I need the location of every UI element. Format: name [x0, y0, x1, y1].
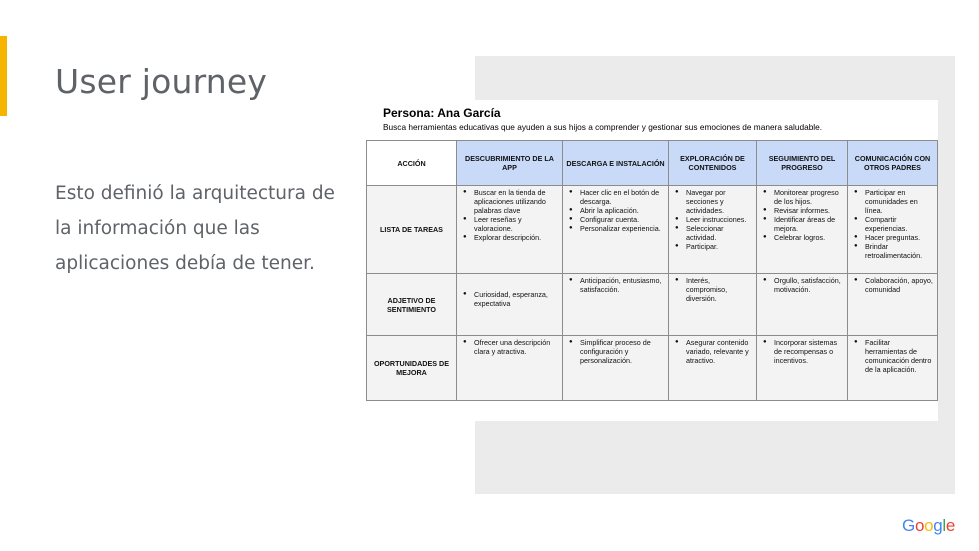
list-item: ● Hacer clic en el botón de descarga. [580, 188, 665, 206]
row-label: OPORTUNIDADES DE MEJORA [367, 336, 457, 401]
persona-description: Busca herramientas educativas que ayuden a sus hijos a comprender y gestionar sus emociones de manera saludable. [383, 122, 823, 132]
list-item: ● Participar. [686, 242, 753, 251]
slide-body-text: Esto definió la arquitectura de la información que las aplicaciones debía de tener. [55, 183, 335, 274]
table-cell [669, 336, 757, 401]
list-item: ● Identificar áreas de mejora. [774, 215, 844, 233]
list-item: ● Abrir la aplicación. [580, 206, 665, 215]
user-journey-table [366, 140, 938, 401]
table-cell [563, 186, 669, 274]
logo-letter: o [914, 516, 925, 535]
table-cell [757, 186, 848, 274]
list-item: ● Revisar informes. [774, 206, 844, 215]
logo-letter: o [924, 516, 934, 535]
list-item: ● Participar en comunidades en línea. [865, 188, 934, 215]
list-item: ● Buscar en la tienda de aplicaciones utilizando palabras clave [474, 188, 559, 215]
table-row [367, 274, 938, 336]
list-item: ● Facilitar herramientas de comunicación dentro de la aplicación. [865, 338, 934, 374]
list-item: ● Hacer preguntas. [865, 233, 934, 242]
row-label: ADJETIVO DE SENTIMIENTO [367, 274, 457, 336]
slide-title: User journey [55, 62, 268, 101]
list-item: ● Interés, compromiso, diversión. [686, 276, 753, 303]
table-cell [757, 336, 848, 401]
list-item: ● Colaboración, apoyo, comunidad [865, 276, 934, 294]
table-cell [848, 186, 938, 274]
table-row [367, 186, 938, 274]
list-item: ● Ofrecer una descripción clara y atractiva. [474, 338, 559, 356]
list-item: ● Configurar cuenta. [580, 215, 665, 224]
table-cell [563, 336, 669, 401]
list-item: ● Explorar descripción. [474, 233, 559, 242]
table-cell [848, 336, 938, 401]
column-header: SEGUIMIENTO DEL PROGRESO [757, 141, 848, 186]
column-header: EXPLORACIÓN DE CONTENIDOS [669, 141, 757, 186]
logo-letter: l [942, 516, 946, 535]
user-journey-document [366, 100, 938, 421]
table-row [367, 336, 938, 401]
list-item: ● Orgullo, satisfacción, motivación. [774, 276, 844, 294]
list-item: ● Curiosidad, esperanza, expectativa [474, 290, 559, 308]
logo-letter: g [933, 516, 943, 535]
list-item: ● Celebrar logros. [774, 233, 844, 242]
list-item: ● Brindar retroalimentación. [865, 242, 934, 260]
table-cell [457, 274, 563, 336]
table-header-row [367, 141, 938, 186]
persona-title: Persona: Ana García [383, 106, 501, 120]
row-label: LISTA DE TAREAS [367, 186, 457, 274]
list-item: ● Leer instrucciones. [686, 215, 753, 224]
list-item: ● Seleccionar actividad. [686, 224, 753, 242]
accent-bar [0, 36, 7, 116]
google-logo [902, 516, 955, 536]
logo-letter: G [902, 516, 915, 535]
list-item: ● Navegar por secciones y actividades. [686, 188, 753, 215]
list-item: ● Simplificar proceso de configuración y personalización. [580, 338, 665, 365]
header-corner-cell: ACCIÓN [367, 141, 457, 186]
table-cell [563, 274, 669, 336]
list-item: ● Incorporar sistemas de recompensas o incentivos. [774, 338, 844, 365]
table-cell [757, 274, 848, 336]
column-header: DESCUBRIMIENTO DE LA APP [457, 141, 563, 186]
list-item: ● Leer reseñas y valoracione. [474, 215, 559, 233]
list-item: ● Asegurar contenido variado, relevante y atractivo. [686, 338, 753, 365]
column-header: COMUNICACIÓN CON OTROS PADRES [848, 141, 938, 186]
table-cell [669, 274, 757, 336]
list-item: ● Compartir experiencias. [865, 215, 934, 233]
logo-letter: e [945, 516, 956, 535]
table-cell [669, 186, 757, 274]
table-cell [457, 336, 563, 401]
list-item: ● Anticipación, entusiasmo, satisfacción. [580, 276, 665, 294]
list-item: ● Monitorear progreso de los hijos. [774, 188, 844, 206]
table-cell [848, 274, 938, 336]
list-item: ● Personalizar experiencia. [580, 224, 665, 233]
column-header: DESCARGA E INSTALACIÓN [563, 141, 669, 186]
table-cell [457, 186, 563, 274]
